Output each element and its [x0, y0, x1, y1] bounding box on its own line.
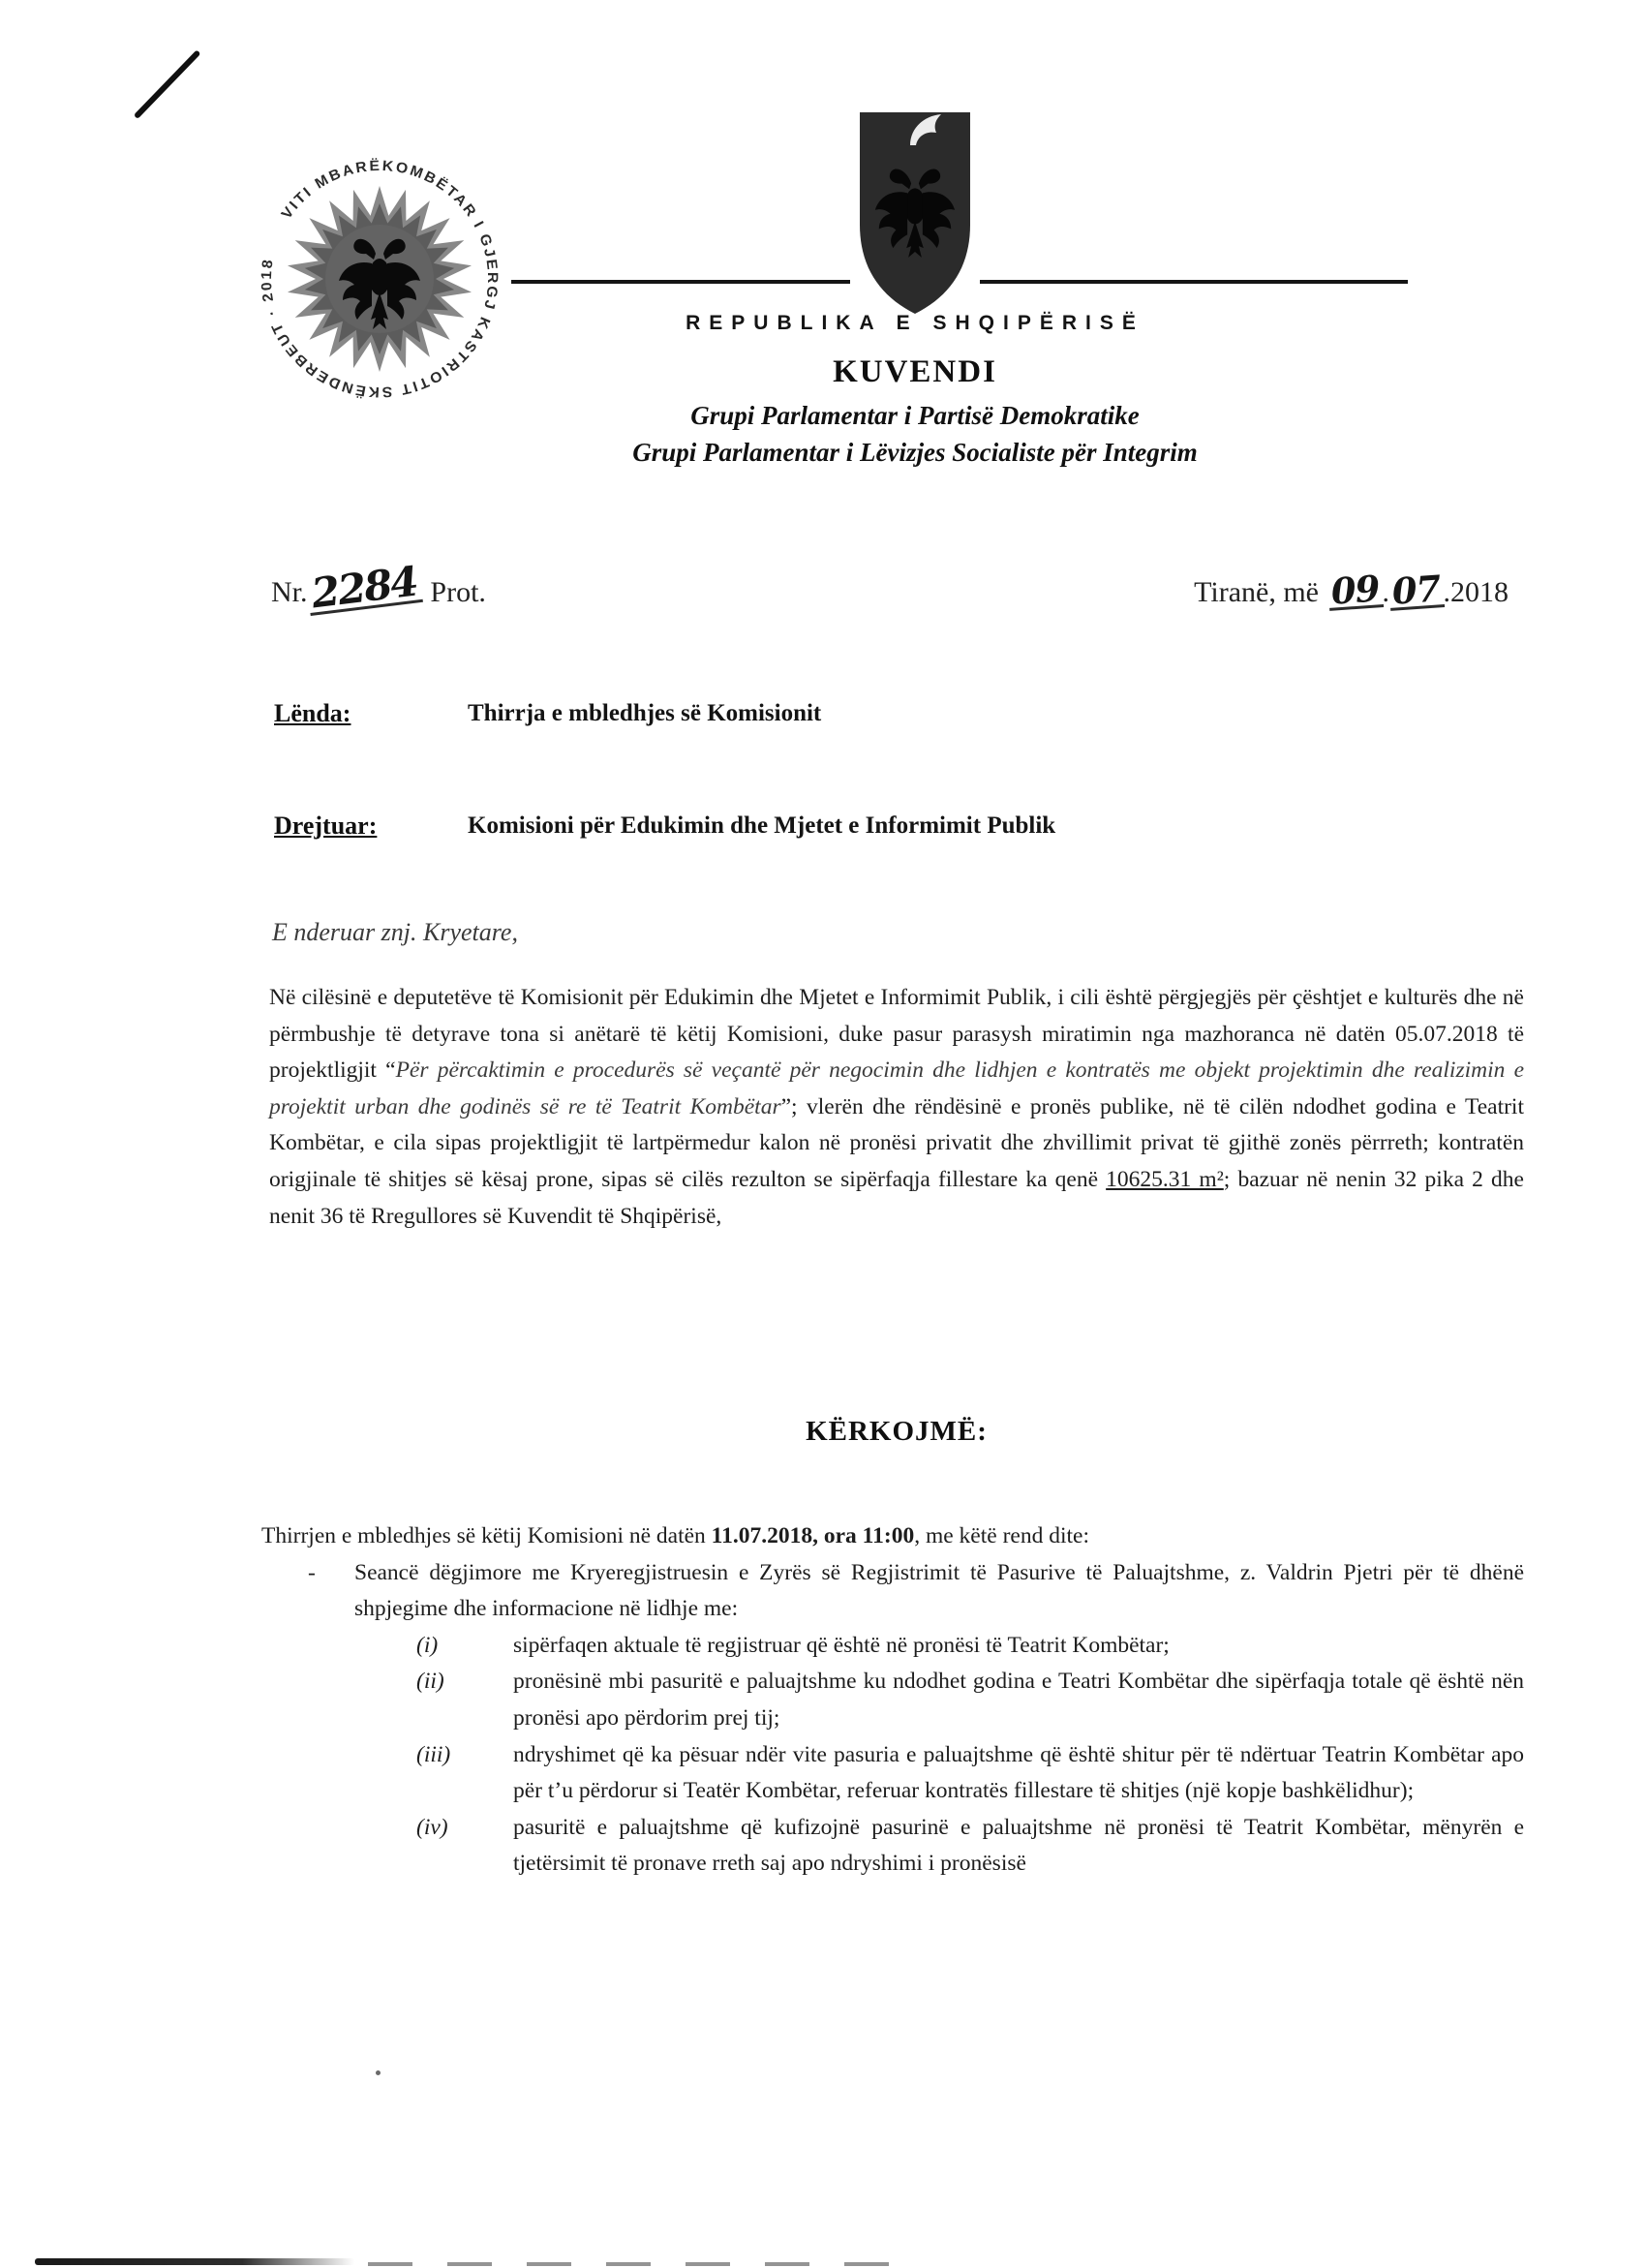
addressee-label: Drejtuar:	[274, 812, 378, 840]
bullet-text: Seancë dëgjimore me Kryeregjistruesin e Zyrës së Regjistrimit të Pasurive të Paluajtshme, z. Valdrin Pjetri për të dhënë shpjegime dhe informacione në lidhje me:	[354, 1559, 1524, 1622]
skanderbeg-year-seal	[238, 138, 521, 420]
date-dot: .	[1382, 576, 1389, 608]
parliamentary-group-1: Grupi Parlamentar i Partisë Demokratike	[690, 401, 1140, 430]
item-marker-iii: (iii)	[416, 1741, 451, 1767]
list-item	[416, 1737, 1524, 1810]
day-handwritten: 09	[1327, 573, 1384, 611]
request-intro-part2: , me këtë rend dite:	[914, 1523, 1089, 1548]
request-intro-datetime: 11.07.2018, ora 11:00	[711, 1523, 915, 1548]
nr-label: Nr.	[271, 576, 308, 608]
protocol-number-handwritten: 2284	[306, 565, 423, 616]
month-handwritten: 07	[1388, 573, 1445, 611]
subject-label: Lënda:	[274, 699, 351, 727]
body-part2: ”; vlerën dhe rëndësinë e pronës publike, në të cilën ndodhet godina e Teatrit Kombëtar, e cila sipas projektligjit të lartpërmedur kalon në pronësi privatit dhe zhvillimit privat të gjithë zonës përrreth; kontratën origjinale të shitjes së kësaj prone, sipas së cilës rezulton se sipërfaqja fillestare ka qenë	[269, 1093, 1524, 1192]
item-text-ii: pronësinë mbi pasuritë e paluajtshme ku ndodhet godina e Teatri Kombëtar dhe sipërfaqja totale që është nën pronësi apo përdorim prej tij;	[513, 1669, 1524, 1731]
salutation: E nderuar znj. Kryetare,	[272, 918, 518, 946]
republic-title: REPUBLIKA E SHQIPËRISË	[686, 312, 1144, 334]
addressee-value: Komisioni për Edukimin dhe Mjetet e Informimit Publik	[468, 812, 1056, 839]
request-heading: KËRKOJMË:	[806, 1416, 988, 1447]
item-marker-i: (i)	[416, 1632, 439, 1658]
header-rule-left	[511, 280, 850, 284]
pen-slash-mark	[134, 49, 201, 119]
item-marker-ii: (ii)	[416, 1669, 444, 1695]
year-printed: .2018	[1443, 576, 1509, 608]
prot-label: Prot.	[430, 576, 486, 608]
list-item	[416, 1810, 1524, 1883]
request-intro	[261, 1518, 1524, 1555]
body-paragraph	[269, 980, 1524, 1235]
scan-dot-artifact	[376, 2070, 381, 2075]
request-intro-part1: Thirrjen e mbledhjes së këtij Komisioni në datën	[261, 1523, 712, 1548]
body-part3: ; bazuar në nenin 32 pika 2 dhe nenit 36 të Rregullores së Kuvendit të Shqipërisë,	[269, 1166, 1524, 1229]
list-item	[416, 1628, 1524, 1665]
date-line	[1194, 567, 1509, 613]
albania-shield-emblem	[852, 107, 978, 322]
item-marker-iv: (iv)	[416, 1814, 448, 1840]
protocol-row	[271, 557, 1509, 618]
seal-circular-text: VITI MBARËKOMBËTAR I GJERGJ KASTRIOTIT SKËNDERBEUT · 2018	[258, 157, 502, 401]
subject-row	[274, 699, 1523, 728]
addressee-row	[274, 812, 1523, 841]
parliamentary-group-2: Grupi Parlamentar i Lëvizjes Socialiste për Integrim	[632, 438, 1198, 467]
seal-graphic	[238, 138, 521, 420]
body-part1: Në cilësinë e deputetëve të Komisionit për Edukimin dhe Mjetet e Informimit Publik, i cili është përgjegjës për çështjet e kulturës dhe në përmbushje të detyrave tona si anëtarë të këtij Komisioni, duke pasur parasysh miratimin nga mazhoranca në datën 05.07.2018 të projektligjit “	[269, 985, 1524, 1084]
bullet-dash: -	[308, 1559, 316, 1585]
scan-edge-dashes	[368, 2262, 910, 2266]
list-item	[416, 1664, 1524, 1736]
scan-edge-artifact	[35, 2258, 354, 2265]
place-label: Tiranë, më	[1194, 576, 1319, 608]
body-italic-quote: Për përcaktimin e procedurës së veçantë për negocimin dhe lidhjen e kontratës me objekt projektimin dhe realizimin e projektit urban dhe godinës së re të Teatrit Kombëtar	[269, 1057, 1524, 1119]
subject-value: Thirrja e mbledhjes së Komisionit	[468, 700, 822, 726]
body-underlined-area-value: 10625.31 m²	[1106, 1166, 1224, 1192]
item-text-iii: ndryshimet që ka pësuar ndër vite pasuria e paluajtshme që është shitur për të ndërtuar Teatrin Kombëtar apo për t’u përdorur si Teatër Kombëtar, referuar kontratës fillestare të shitjes (një kopje bashkëlidhur);	[513, 1741, 1524, 1804]
assembly-title: KUVENDI	[833, 354, 997, 389]
item-text-iv: pasuritë e paluajtshme që kufizojnë pasurinë e paluajtshme në pronësi të Teatrit Kombëtar, mënyrën e tjetërsimit të pronave rreth saj apo ndryshimi i pronësisë	[513, 1814, 1524, 1877]
protocol-number	[271, 557, 486, 618]
shield-graphic	[852, 107, 978, 322]
agenda-bullet	[302, 1555, 1524, 1628]
item-text-i: sipërfaqen aktuale të regjistruar që është në pronësi të Teatrit Kombëtar;	[513, 1632, 1170, 1658]
request-block	[261, 1518, 1524, 1883]
header-rule-right	[980, 280, 1408, 284]
